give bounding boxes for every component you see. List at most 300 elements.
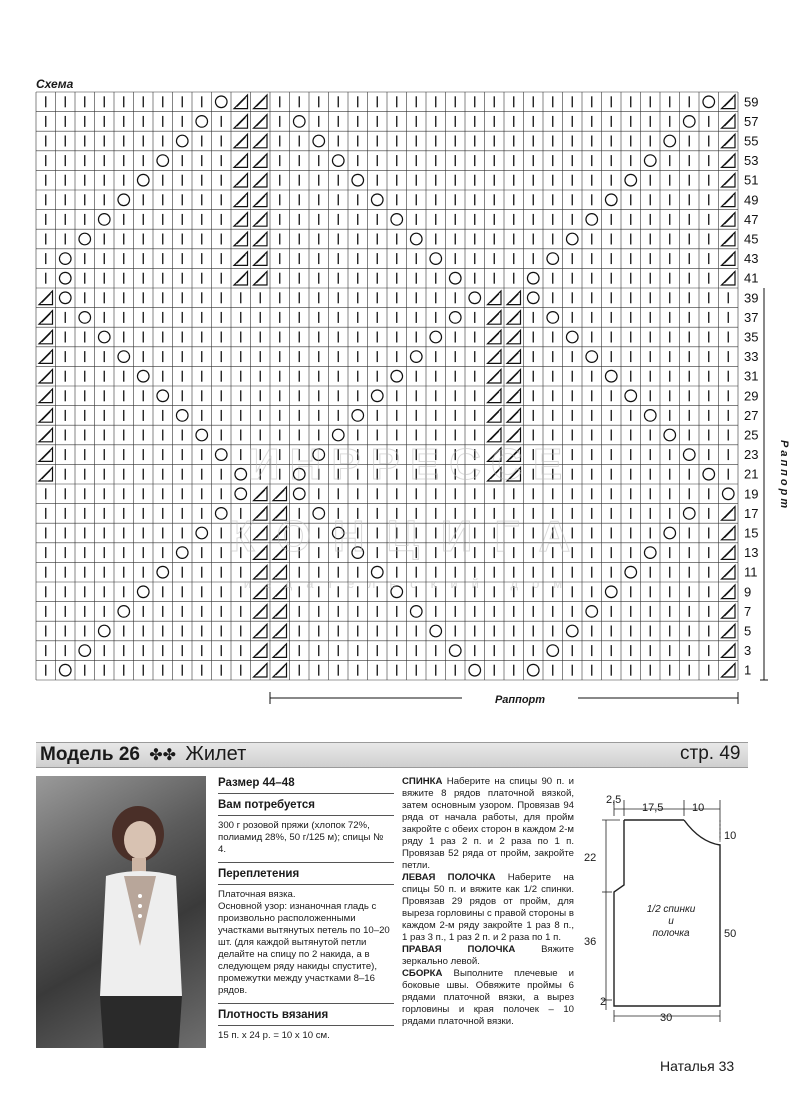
decrease-symbol-stroke [42,294,51,303]
weaves-text-2: Основной узор: изнаночная гладь с произвольно расположенными участками вытянутых петель по 10–20 шт. (для каждой вытянутой петли делайте на спицу по 2 накида, а в следующем ряду накиды спустите), промежутки между участками 8–16 рядов. [218,901,390,996]
decrease-symbol [254,663,268,677]
yarn-over-symbol [430,331,442,343]
decrease-symbol [39,467,53,481]
decrease-symbol-stroke [237,157,246,166]
row-number: 15 [744,525,759,541]
decrease-symbol-stroke [257,510,266,519]
decrease-symbol-stroke [725,137,734,146]
materials-column [218,776,394,1042]
yarn-over-symbol [235,468,247,480]
decrease-symbol [722,213,736,227]
yarn-over-symbol [332,155,344,167]
size-heading: Размер 44–48 [218,777,295,789]
row-number: 51 [744,172,759,188]
yarn-over-symbol [586,351,598,363]
yarn-over-symbol [644,547,656,559]
decrease-symbol-stroke [257,98,266,107]
decrease-symbol-stroke [491,294,500,303]
right-front-heading: ПРАВАЯ ПОЛОЧКА [402,944,516,955]
decrease-symbol [507,330,521,344]
inner-label-1: 1/2 спинки [646,904,696,915]
yarn-over-symbol [683,449,695,461]
decrease-symbol-stroke [257,627,266,636]
row-number: 55 [744,133,759,149]
row-number: 45 [744,231,759,247]
decrease-symbol [722,546,736,560]
row-number: 29 [744,388,759,404]
decrease-symbol [234,173,248,187]
decrease-symbol-stroke [725,274,734,283]
decrease-symbol [488,389,502,403]
yarn-over-symbol [313,449,325,461]
decrease-symbol [234,213,248,227]
row-number: 33 [744,349,759,365]
row-number: 11 [744,564,758,580]
decrease-symbol-stroke [510,294,519,303]
decrease-symbol [254,252,268,266]
decrease-symbol-stroke [42,451,51,460]
yarn-over-symbol [586,214,598,226]
decrease-symbol [273,507,287,521]
yarn-over-symbol [410,233,422,245]
decrease-symbol [273,585,287,599]
decrease-symbol [273,644,287,658]
decrease-symbol-stroke [257,235,266,244]
yarn-over-symbol [371,194,383,206]
decrease-symbol-stroke [257,568,266,577]
yarn-over-symbol [391,370,403,382]
decrease-symbol [722,624,736,638]
decrease-symbol [507,311,521,325]
decrease-symbol [488,409,502,423]
row-number: 7 [744,603,752,619]
decrease-symbol-stroke [725,235,734,244]
yarn-over-symbol [527,664,539,676]
decrease-symbol-stroke [510,451,519,460]
row-number: 39 [744,290,759,306]
yarn-over-symbol [98,625,110,637]
decrease-symbol-stroke [510,431,519,440]
dim-30: 30 [660,1012,673,1024]
decrease-symbol-stroke [42,470,51,479]
yarn-over-symbol [137,586,149,598]
yarn-over-symbol [79,312,91,324]
watermark-line-1: ИНРРЕССЕ [247,440,573,489]
weaves-text-1: Платочная вязка. [218,889,296,900]
decrease-symbol-stroke [491,333,500,342]
decrease-symbol-stroke [237,274,246,283]
decrease-symbol [507,467,521,481]
yarn-over-symbol [469,664,481,676]
decrease-symbol [722,271,736,285]
decrease-symbol-stroke [257,588,266,597]
decrease-symbol [488,330,502,344]
decrease-symbol [254,213,268,227]
decrease-symbol-stroke [725,647,734,656]
yarn-over-symbol [625,566,637,578]
yarn-over-symbol [703,468,715,480]
yarn-over-symbol [137,174,149,186]
decrease-symbol-stroke [42,372,51,381]
rapport-vertical-label: Раппорт [778,440,790,512]
yarn-over-symbol [664,527,676,539]
yarn-over-symbol [235,488,247,500]
decrease-symbol-stroke [725,666,734,675]
woman-figure-icon [96,796,186,1048]
left-front-heading: ЛЕВАЯ ПОЛОЧКА [402,872,496,883]
decrease-symbol [234,115,248,129]
yarn-over-symbol [332,527,344,539]
model-photo [36,776,206,1048]
row-number: 31 [744,368,759,384]
decrease-symbol-stroke [725,608,734,617]
decrease-symbol-stroke [510,372,519,381]
decrease-symbol [722,134,736,148]
dim-22: 22 [584,852,597,864]
right-front-text: Вяжите зеркально левой. [402,944,574,967]
decrease-symbol-stroke [257,137,266,146]
yarn-over-symbol [118,606,130,618]
decrease-symbol-stroke [276,490,285,499]
decrease-symbol [488,428,502,442]
decrease-symbol-stroke [42,431,51,440]
watermark-line-3: издательский дом [243,576,577,591]
decrease-symbol [507,448,521,462]
decrease-symbol [254,134,268,148]
decrease-symbol-stroke [491,470,500,479]
pattern-diagram [580,780,750,1040]
decrease-symbol-stroke [491,314,500,323]
yarn-over-symbol [313,508,325,520]
yarn-over-symbol [352,547,364,559]
decrease-symbol-stroke [491,412,500,421]
row-number: 1 [744,662,752,678]
yarn-over-symbol [98,214,110,226]
instructions-column [402,776,574,1028]
decrease-symbol [507,389,521,403]
decrease-symbol [722,565,736,579]
decrease-symbol-stroke [257,216,266,225]
decrease-symbol [39,409,53,423]
decrease-symbol [488,291,502,305]
rapport-horizontal-label: Раппорт [494,694,546,706]
inner-label-3: полочка [652,928,690,939]
row-number: 3 [744,643,752,659]
decrease-symbol [234,134,248,148]
yarn-over-symbol [293,488,305,500]
yarn-over-symbol [547,312,559,324]
dim-36: 36 [584,936,597,948]
row-number: 37 [744,309,759,325]
decrease-symbol-stroke [725,588,734,597]
yarn-over-symbol [722,488,734,500]
decrease-symbol [234,193,248,207]
yarn-over-symbol [176,135,188,147]
decrease-symbol-stroke [237,216,246,225]
row-number: 19 [744,486,759,502]
decrease-symbol-stroke [276,529,285,538]
decrease-symbol-stroke [276,588,285,597]
decrease-symbol [488,350,502,364]
yarn-over-symbol [332,429,344,441]
yarn-over-symbol [644,155,656,167]
yarn-over-symbol [196,116,208,128]
decrease-symbol-stroke [725,176,734,185]
yarn-over-symbol [430,625,442,637]
row-number: 47 [744,211,759,227]
yarn-over-symbol [527,272,539,284]
model-number: Модель 26 [40,744,140,765]
decrease-symbol [488,448,502,462]
decrease-symbol [39,389,53,403]
decrease-symbol [234,252,248,266]
decrease-symbol-stroke [276,627,285,636]
yarn-over-symbol [215,449,227,461]
row-number: 9 [744,584,752,600]
decrease-symbol-stroke [257,157,266,166]
flower-icon: ✤✤ [149,747,177,764]
decrease-symbol [722,193,736,207]
decrease-symbol [254,232,268,246]
decrease-symbol [273,546,287,560]
yarn-over-symbol [157,155,169,167]
decrease-symbol-stroke [42,353,51,362]
decrease-symbol-stroke [725,216,734,225]
decrease-symbol-stroke [491,353,500,362]
decrease-symbol-stroke [510,412,519,421]
decrease-symbol [254,507,268,521]
row-number: 53 [744,153,759,169]
decrease-symbol-stroke [237,118,246,127]
decrease-symbol-stroke [257,118,266,127]
row-number: 27 [744,407,759,423]
row-number: 43 [744,251,759,267]
yarn-over-symbol [625,174,637,186]
model-subtitle: Жилет [185,743,247,765]
yarn-over-symbol [391,214,403,226]
decrease-symbol-stroke [510,314,519,323]
yarn-over-symbol [157,390,169,402]
decrease-symbol-stroke [491,392,500,401]
decrease-symbol [722,644,736,658]
materials-heading: Вам потребуется [218,799,316,811]
decrease-symbol [273,487,287,501]
decrease-symbol-stroke [510,353,519,362]
yarn-over-symbol [137,370,149,382]
decrease-symbol [39,311,53,325]
row-number: 17 [744,505,759,521]
yarn-over-symbol [664,135,676,147]
yarn-over-symbol [449,645,461,657]
yarn-over-symbol [625,390,637,402]
yarn-over-symbol [371,390,383,402]
decrease-symbol-stroke [237,98,246,107]
decrease-symbol-stroke [491,431,500,440]
decrease-symbol [254,546,268,560]
decrease-symbol [722,95,736,109]
yarn-over-symbol [410,351,422,363]
decrease-symbol-stroke [257,647,266,656]
yarn-over-symbol [605,194,617,206]
weaves-heading: Переплетения [218,868,300,880]
decrease-symbol [722,585,736,599]
decrease-symbol [39,291,53,305]
decrease-symbol-stroke [276,549,285,558]
dim-17-5: 17,5 [642,802,664,814]
decrease-symbol [254,605,268,619]
yarn-over-symbol [449,312,461,324]
decrease-symbol [254,271,268,285]
yarn-over-symbol [352,410,364,422]
yarn-over-symbol [449,272,461,284]
decrease-symbol-stroke [276,608,285,617]
yarn-over-symbol [118,194,130,206]
decrease-symbol [273,526,287,540]
decrease-symbol [39,369,53,383]
decrease-symbol [722,232,736,246]
decrease-symbol-stroke [276,510,285,519]
decrease-symbol [254,644,268,658]
decrease-symbol-stroke [257,196,266,205]
decrease-symbol [722,507,736,521]
decrease-symbol-stroke [257,176,266,185]
decrease-symbol [722,663,736,677]
decrease-symbol [507,409,521,423]
decrease-symbol [254,565,268,579]
yarn-over-symbol [469,292,481,304]
yarn-over-symbol [313,135,325,147]
yarn-over-symbol [176,547,188,559]
yarn-over-symbol [215,96,227,108]
page-reference: стр. 49 [680,743,741,764]
decrease-symbol-stroke [510,392,519,401]
decrease-symbol-stroke [257,608,266,617]
decrease-symbol [488,467,502,481]
row-number: 25 [744,427,759,443]
decrease-symbol [254,585,268,599]
decrease-symbol-stroke [725,98,734,107]
decrease-symbol [507,350,521,364]
decrease-symbol [507,428,521,442]
decrease-symbol-stroke [237,235,246,244]
row-number: 21 [744,466,759,482]
decrease-symbol [722,252,736,266]
decrease-symbol [39,330,53,344]
yarn-over-symbol [664,429,676,441]
left-front-text: Наберите на спицы 50 п. и вяжите как 1/2 спинки. Провязав 29 рядов от пройм, для выреза горловины с правой стороны в каждом 2-м ряду закройте 1 раз 8 п., 1 раз 3 п., 1 раз 2 п. и 2 раза по 1 п. [402,872,574,943]
decrease-symbol-stroke [237,196,246,205]
yarn-over-symbol [59,292,71,304]
yarn-over-symbol [196,527,208,539]
inner-label-2: и [668,916,674,927]
decrease-symbol-stroke [237,255,246,264]
decrease-symbol [234,271,248,285]
yarn-over-symbol [157,566,169,578]
decrease-symbol-stroke [237,137,246,146]
yarn-over-symbol [352,174,364,186]
decrease-symbol-stroke [725,510,734,519]
decrease-symbol-stroke [725,196,734,205]
yarn-over-symbol [371,566,383,578]
decrease-symbol-stroke [725,568,734,577]
materials-text: 300 г розовой пряжи (хлопок 72%, полиамид 28%, 50 г/125 м); спицы № 4. [218,820,384,855]
decrease-symbol [488,311,502,325]
watermark-line-2: КОНЦИГА [227,512,593,561]
yarn-over-symbol [176,410,188,422]
decrease-symbol [254,193,268,207]
dim-10-right: 10 [724,830,737,842]
decrease-symbol-stroke [725,627,734,636]
yarn-over-symbol [566,625,578,637]
yarn-over-symbol [410,606,422,618]
yarn-over-symbol [547,253,559,265]
yarn-over-symbol [644,410,656,422]
decrease-symbol [234,154,248,168]
decrease-symbol-stroke [42,333,51,342]
diagram-inner-label [636,904,706,940]
yarn-over-symbol [547,645,559,657]
decrease-symbol-stroke [257,255,266,264]
decrease-symbol [254,624,268,638]
decrease-symbol [273,605,287,619]
yarn-over-symbol [566,331,578,343]
decrease-symbol [507,369,521,383]
density-heading: Плотность вязания [218,1009,329,1021]
yarn-over-symbol [605,586,617,598]
back-text: Наберите на спицы 90 п. и вяжите 8 рядов платочной вязкой, затем основным узором. Провязав 94 ряда от начала работы, для пройм закройте с обеих сторон в каждом 2-м ряду 1 раз 2 п. и 2 раза по 1 п. Провязав 52 ряда от пройм, закройте петли. [402,776,574,871]
decrease-symbol-stroke [725,529,734,538]
yarn-over-symbol [293,468,305,480]
decrease-symbol-stroke [257,529,266,538]
decrease-symbol [273,565,287,579]
decrease-symbol-stroke [276,666,285,675]
model-title [40,743,246,766]
yarn-over-symbol [59,253,71,265]
decrease-symbol [234,95,248,109]
decrease-symbol [39,428,53,442]
decrease-symbol-stroke [510,333,519,342]
decrease-symbol [722,115,736,129]
decrease-symbol-stroke [42,412,51,421]
decrease-symbol-stroke [725,255,734,264]
decrease-symbol [254,154,268,168]
decrease-symbol-stroke [276,568,285,577]
decrease-symbol [254,95,268,109]
yarn-over-symbol [703,96,715,108]
decrease-symbol-stroke [257,666,266,675]
yarn-over-symbol [59,272,71,284]
assembly-text: Выполните плечевые и боковые швы. Обвяжите проймы 6 рядами платочной вязки, а вырез горловины и края полочек – 10 рядами платочной вязки. [402,968,574,1027]
row-number: 5 [744,623,752,639]
decrease-symbol [254,173,268,187]
yarn-over-symbol [196,429,208,441]
yarn-over-symbol [79,645,91,657]
decrease-symbol-stroke [42,392,51,401]
yarn-over-symbol [527,292,539,304]
schema-title: Схема [36,77,74,91]
dim-2-5: 2,5 [606,794,622,806]
yarn-over-symbol [605,370,617,382]
decrease-symbol-stroke [491,372,500,381]
decrease-symbol-stroke [510,470,519,479]
dim-50: 50 [724,928,737,940]
decrease-symbol [39,350,53,364]
yarn-over-symbol [683,508,695,520]
decrease-symbol [722,173,736,187]
row-number: 59 [744,94,759,110]
decrease-symbol-stroke [42,314,51,323]
row-number: 23 [744,447,759,463]
